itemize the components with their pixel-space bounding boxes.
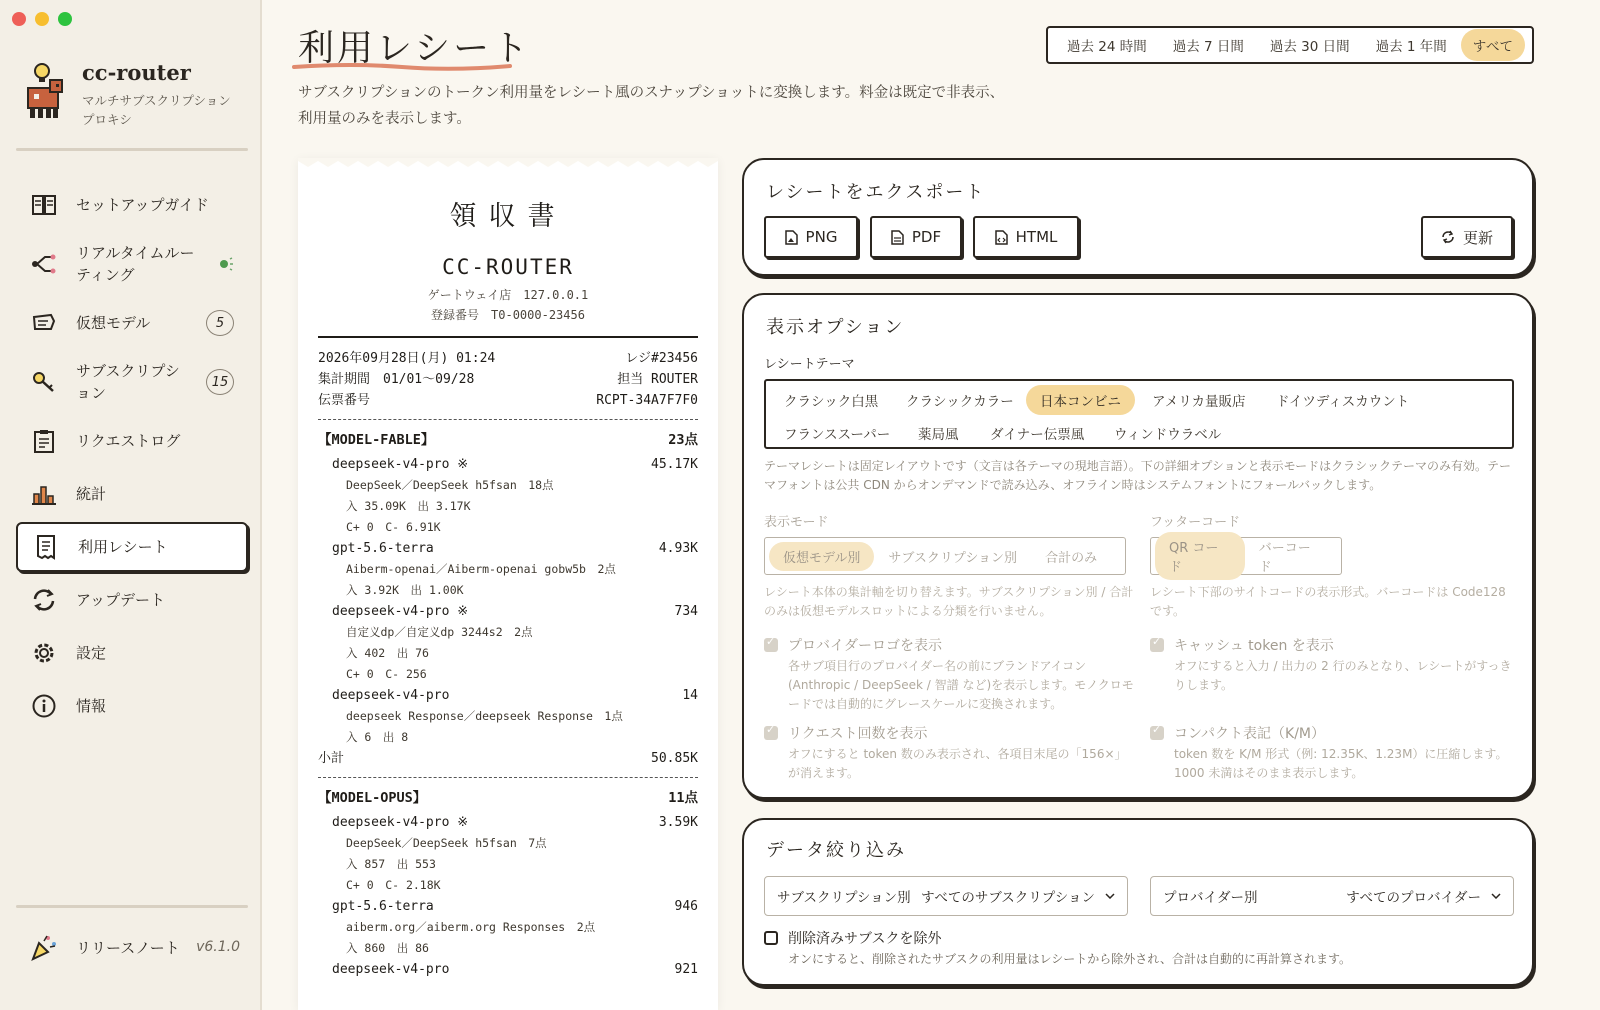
receipt-item-detail: 入 35.09K 出 3.17K <box>346 499 471 513</box>
sidebar-item-info[interactable] <box>16 681 248 731</box>
receipt-item-detail: 入 857 出 553 <box>346 857 436 871</box>
receipt-group-count: 23点 <box>668 432 698 448</box>
theme-label: レシートテーマ <box>764 357 855 372</box>
receipt-icon <box>32 533 60 561</box>
receipt-item-model: gpt-5.6-terra <box>332 899 434 914</box>
footer-code-label: フッターコード <box>1150 515 1241 530</box>
receipt-item-model: deepseek-v4-pro ※ <box>332 815 469 830</box>
receipt-dashed-rule <box>318 777 698 778</box>
cache-token-title: キャッシュ token を表示 <box>1174 638 1334 654</box>
receipt-item-detail: C+ 0 C- 6.91K <box>346 520 441 534</box>
app-logo-icon <box>22 58 66 122</box>
request-count-desc: オフにすると token 数のみ表示され、各項目末尾の「156×」が消えます。 <box>788 747 1127 780</box>
request-count-checkbox[interactable] <box>764 726 778 740</box>
receipt-item-model: deepseek-v4-pro <box>332 688 450 703</box>
receipt-item-value: 946 <box>674 899 698 914</box>
key-icon <box>30 368 58 396</box>
receipt-item-detail: C+ 0 C- 2.18K <box>346 878 441 892</box>
refresh-label: 更新 <box>1462 228 1493 247</box>
provider-logo-title: プロバイダーロゴを表示 <box>788 638 942 654</box>
option-request-count[interactable] <box>764 723 1134 783</box>
theme-note: テーマレシートは固定レイアウトです（文言は各テーマの現地言語）。下の詳細オプションと表示モードはクラシックテーマのみ有効。テーマフォントは公共 CDN からオンデマンドで読み込み、オフライン時はシステムフォントにフォールバックします。 <box>764 459 1511 492</box>
sidebar-item-label: 統計 <box>76 485 107 503</box>
receipt-line-item <box>298 538 718 559</box>
chevron-down-icon <box>1105 893 1115 899</box>
export-card-title: レシートをエクスポート <box>766 182 986 203</box>
footer-code-option[interactable]: バーコード <box>1258 541 1311 575</box>
export-card <box>742 158 1534 276</box>
gear-icon <box>30 639 58 667</box>
range-option-all[interactable]: すべて <box>1461 29 1525 61</box>
sidebar-divider <box>16 905 248 908</box>
receipt-item-detail: deepseek Response／deepseek Response 1点 <box>346 709 623 723</box>
receipt-item-detail: 自定义dp／自定义dp 3244s2 2点 <box>346 625 533 639</box>
range-option-30d[interactable]: 過去 30 日間 <box>1269 39 1350 55</box>
compact-notation-title: コンパクト表記（K/M） <box>1174 726 1325 742</box>
time-range-selector <box>1046 26 1534 64</box>
receipt-subtotal-row <box>298 748 718 769</box>
info-icon <box>30 692 58 720</box>
zoom-window-button[interactable] <box>58 12 72 26</box>
receipt-item-detail: DeepSeek／DeepSeek h5fsan 7点 <box>346 836 547 850</box>
display-mode-selector <box>764 537 1126 575</box>
sidebar-item-label: 利用レシート <box>78 538 168 556</box>
receipt-item-model: deepseek-v4-pro ※ <box>332 604 469 619</box>
sidebar-item-label: セットアップガイド <box>76 196 209 214</box>
theme-option[interactable]: ウィンドウラベル <box>1114 427 1222 443</box>
theme-option[interactable]: クラシック白黒 <box>784 394 879 410</box>
receipt-branch: ゲートウェイ店 127.0.0.1 <box>427 288 589 302</box>
subscription-filter-label: サブスクリプション別 <box>777 890 911 906</box>
export-pdf-label: PDF <box>911 228 942 246</box>
sidebar-item-label: 情報 <box>76 697 107 715</box>
minimize-window-button[interactable] <box>35 12 49 26</box>
file-code-icon <box>995 230 1008 245</box>
sidebar-nav <box>16 180 248 734</box>
export-html-button[interactable] <box>973 216 1079 258</box>
receipt-item-value: 734 <box>674 604 698 619</box>
theme-option[interactable]: ダイナー伝票風 <box>990 427 1085 443</box>
file-text-icon <box>891 230 904 245</box>
footer-code-note: レシート下部のサイトコードの表示形式。バーコードは Code128 です。 <box>1150 585 1506 618</box>
subscription-filter-value: すべてのサブスクリプション <box>921 890 1095 906</box>
footer-code-selector <box>1150 537 1342 575</box>
theme-selector <box>764 379 1514 449</box>
receipt-slip-label: 伝票番号 <box>318 393 371 408</box>
receipt-line-item <box>298 959 718 980</box>
data-filter-title: データ絞り込み <box>766 840 906 861</box>
receipt-datetime: 2026年09月28日(月) 01:24 <box>318 351 496 366</box>
cache-token-desc: オフにすると入力 / 出力の 2 行のみとなり、レシートがすっきりします。 <box>1174 659 1512 692</box>
receipt-group-count: 11点 <box>668 790 698 806</box>
receipt-staff: 担当 ROUTER <box>617 372 698 387</box>
sidebar <box>0 0 262 1010</box>
receipt-item-detail: 入 402 出 76 <box>346 646 429 660</box>
receipt-item-detail: aiberm.org／aiberm.org Responses 2点 <box>346 920 596 934</box>
receipt-item-model: deepseek-v4-pro <box>332 962 450 977</box>
count-badge: 5 <box>206 310 234 336</box>
file-image-icon <box>785 230 798 245</box>
window-controls <box>12 12 72 26</box>
range-option-1y[interactable]: 過去 1 年間 <box>1375 39 1447 55</box>
receipt-group-name: 【MODEL-FABLE】 <box>318 432 435 448</box>
receipt-item-detail: C+ 0 C- 256 <box>346 667 427 681</box>
display-options-card <box>742 293 1534 799</box>
exclude-deleted-desc: オンにすると、削除されたサブスクの利用量はレシートから除外され、合計は自動的に再計算されます。 <box>788 952 1351 966</box>
receipt-registration: 登録番号 T0-0000-23456 <box>431 308 585 322</box>
sidebar-divider <box>16 148 248 151</box>
exclude-deleted-title: 削除済みサブスクを除外 <box>788 931 942 947</box>
option-compact-notation[interactable] <box>1150 723 1514 783</box>
receipt-store: CC-ROUTER <box>442 255 574 279</box>
sidebar-item-update[interactable] <box>16 575 248 625</box>
release-notes-link[interactable] <box>30 922 240 972</box>
refresh-icon <box>30 586 58 614</box>
theme-option[interactable]: クラシックカラー <box>906 394 1014 410</box>
provider-logo-desc: 各サブ項目行のプロバイダー名の前にブランドアイコン (Anthropic / DeepSeek / 智譜 など)を表示します。モノクロモードでは自動的にグレースケールに変換されます。 <box>788 659 1134 711</box>
theme-option[interactable]: アメリカ量販店 <box>1152 394 1246 410</box>
receipt-dashed-rule <box>318 419 698 420</box>
sidebar-item-settings[interactable] <box>16 628 248 678</box>
option-provider-logo[interactable] <box>764 635 1134 714</box>
live-status-icon <box>218 256 234 272</box>
provider-filter-value: すべてのプロバイダー <box>1346 890 1481 906</box>
display-options-title: 表示オプション <box>766 317 905 338</box>
receipt-group-header <box>298 426 718 454</box>
option-exclude-deleted[interactable] <box>764 928 1504 969</box>
app-subtitle: マルチサブスクリプションプロキシ <box>82 93 231 127</box>
option-cache-token[interactable] <box>1150 635 1514 695</box>
close-window-button[interactable] <box>12 12 26 26</box>
receipt-item-detail: 入 860 出 86 <box>346 941 429 955</box>
title-underline <box>292 62 512 72</box>
receipt-title: 領収書 <box>449 201 567 232</box>
receipt-torn-edge <box>298 158 718 167</box>
receipt-item-detail: 入 6 出 8 <box>346 730 409 744</box>
exclude-deleted-checkbox[interactable] <box>764 931 778 945</box>
receipt-item-value: 14 <box>682 688 698 703</box>
receipt-meta-row <box>298 390 718 411</box>
receipt-line-item <box>298 812 718 833</box>
party-popper-icon <box>30 933 58 961</box>
book-icon <box>30 191 58 219</box>
receipt-item-value: 45.17K <box>651 457 698 472</box>
compact-notation-desc: token 数を K/M 形式（例: 12.35K、1.23M）に圧縮します。1000 未満はそのまま表示します。 <box>1174 747 1508 780</box>
sidebar-item-virtual-models[interactable] <box>16 298 248 348</box>
receipt-line-item <box>298 454 718 475</box>
version-label: v6.1.0 <box>196 939 240 955</box>
model-icon <box>30 309 58 337</box>
sidebar-item-label: リクエストログ <box>76 432 181 450</box>
export-pdf-button[interactable] <box>870 216 962 258</box>
bar-chart-icon <box>30 480 58 508</box>
provider-logo-checkbox[interactable] <box>764 638 778 652</box>
app-name: cc-router <box>82 60 191 85</box>
receipt-line-item <box>298 601 718 622</box>
page-title: 利用レシート <box>298 28 532 69</box>
receipt-item-detail: Aiberm-openai／Aiberm-openai gobw5b 2点 <box>346 562 616 576</box>
receipt-group-header <box>298 784 718 812</box>
range-option-7d[interactable]: 過去 7 日間 <box>1172 39 1244 55</box>
refresh-button[interactable] <box>1421 216 1513 258</box>
display-mode-option-selected[interactable]: 仮想モデル別 <box>769 542 874 571</box>
sidebar-item-request-log[interactable] <box>16 416 248 466</box>
receipt-register: レジ#23456 <box>625 351 698 366</box>
receipt-group-name: 【MODEL-OPUS】 <box>318 790 427 806</box>
sidebar-item-subscriptions[interactable] <box>16 351 248 413</box>
sidebar-item-label: リアルタイムルーティング <box>76 244 195 284</box>
receipt-item-model: deepseek-v4-pro ※ <box>332 457 469 472</box>
routing-icon <box>30 250 58 278</box>
sidebar-item-stats[interactable] <box>16 469 248 519</box>
receipt-item-value: 921 <box>674 962 698 977</box>
sidebar-item-label: 仮想モデル <box>76 314 151 332</box>
sidebar-item-setup-guide[interactable] <box>16 180 248 230</box>
provider-filter-label: プロバイダー別 <box>1163 890 1258 906</box>
display-mode-label: 表示モード <box>764 515 829 530</box>
count-badge: 15 <box>206 369 234 395</box>
export-png-button[interactable] <box>764 216 858 258</box>
receipt-item-detail: 入 3.92K 出 1.00K <box>346 583 464 597</box>
sidebar-item-label: サブスクリプション <box>76 362 180 402</box>
subscription-filter-select[interactable] <box>764 876 1128 916</box>
receipt-meta-row <box>298 348 718 369</box>
page-description: サブスクリプションのトークン利用量をレシート風のスナップショットに変換します。料金は既定で非表示、利用量のみを表示します。 <box>298 85 1005 127</box>
theme-option[interactable]: 薬局風 <box>918 427 959 443</box>
theme-option[interactable]: ドイツディスカウント <box>1276 394 1410 410</box>
display-mode-note: レシート本体の集計軸を切り替えます。サブスクリプション別 / 合計のみは仮想モデルスロットによる分類を行いません。 <box>764 585 1134 618</box>
brand <box>22 58 242 129</box>
theme-option-selected[interactable]: 日本コンビニ <box>1026 385 1135 415</box>
display-mode-option[interactable]: 合計のみ <box>1045 550 1098 566</box>
range-option-24h[interactable]: 過去 24 時間 <box>1066 39 1147 55</box>
display-mode-option[interactable]: サブスクリプション別 <box>888 550 1018 566</box>
receipt-item-value: 4.93K <box>658 541 698 556</box>
data-filter-card <box>742 818 1534 986</box>
receipt-preview <box>298 158 718 1010</box>
release-notes-label: リリースノート <box>76 938 180 957</box>
receipt-subtotal-value: 50.85K <box>651 751 698 766</box>
clipboard-icon <box>30 427 58 455</box>
export-html-label: HTML <box>1015 228 1058 246</box>
sidebar-item-label: アップデート <box>76 591 165 609</box>
receipt-line-item <box>298 685 718 706</box>
receipt-meta-row <box>298 369 718 390</box>
cache-token-checkbox[interactable] <box>1150 638 1164 652</box>
chevron-down-icon <box>1491 893 1501 899</box>
sidebar-item-usage-receipt[interactable] <box>16 522 248 572</box>
receipt-item-value: 3.59K <box>658 815 698 830</box>
request-count-title: リクエスト回数を表示 <box>788 726 928 742</box>
receipt-period: 集計期間 01/01〜09/28 <box>318 372 475 387</box>
receipt-item-model: gpt-5.6-terra <box>332 541 434 556</box>
provider-filter-select[interactable] <box>1150 876 1514 916</box>
receipt-line-item <box>298 896 718 917</box>
sidebar-item-label: 設定 <box>76 644 107 662</box>
receipt-item-detail: DeepSeek／DeepSeek h5fsan 18点 <box>346 478 554 492</box>
theme-option[interactable]: フランススーパー <box>784 427 891 443</box>
footer-code-option-selected[interactable]: QR コード <box>1155 532 1245 580</box>
receipt-slip-number: RCPT-34A7F7F0 <box>596 393 698 408</box>
sidebar-item-realtime-routing[interactable] <box>16 233 248 295</box>
refresh-icon <box>1441 230 1455 244</box>
compact-notation-checkbox[interactable] <box>1150 726 1164 740</box>
export-png-label: PNG <box>805 228 838 246</box>
receipt-subtotal-label: 小計 <box>318 751 345 766</box>
